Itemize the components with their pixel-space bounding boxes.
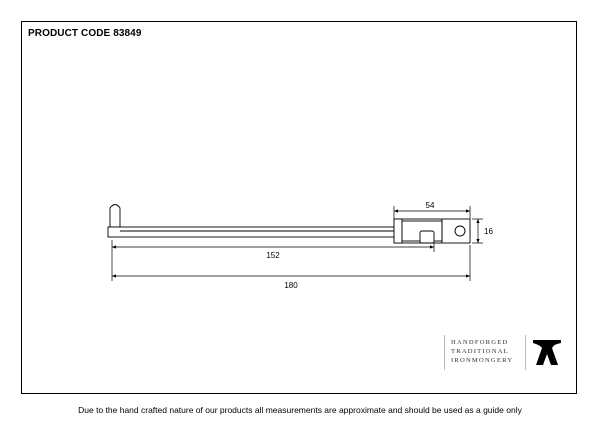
disclaimer-text: Due to the hand crafted nature of our products all measurements are approximate and should be used as a guide only [78,405,522,415]
dim-label-54: 54 [425,201,435,210]
product-code: PRODUCT CODE 83849 [28,28,142,39]
stay-bar-outline [108,205,470,244]
dim-label-16: 16 [484,227,493,236]
pin-stud [110,205,120,228]
dim-label-152: 152 [266,251,280,260]
anvil-icon [532,337,562,367]
fixing-hole [455,226,465,236]
brand-text: HANDFORGED TRADITIONAL IRONMONGERY [451,339,514,364]
brand-logo [441,335,569,371]
dim-label-180: 180 [284,281,298,290]
